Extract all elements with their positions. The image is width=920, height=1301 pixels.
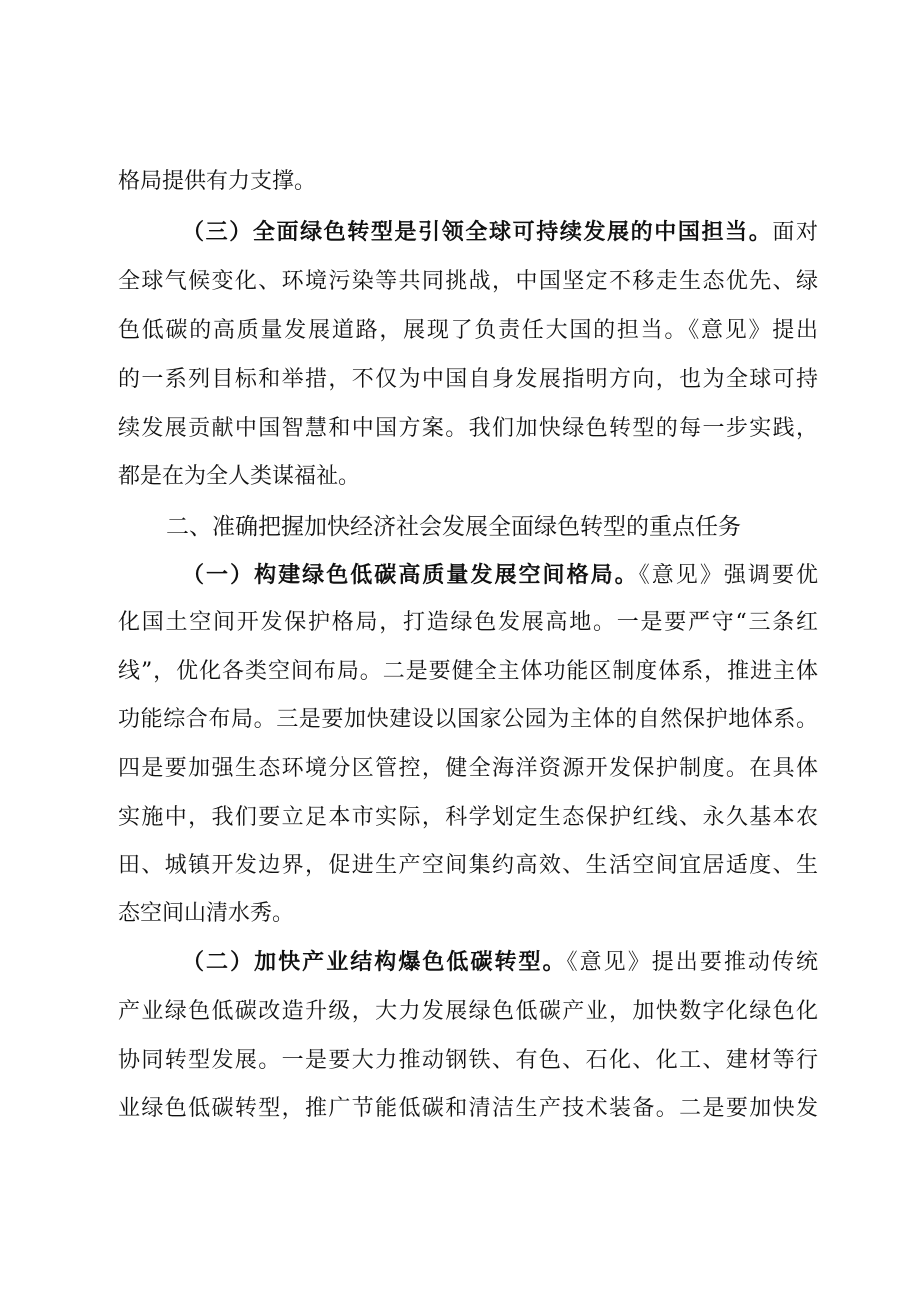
text-line-5: 的一系列目标和举措，不仅为中国自身发展指明方向，也为全球可持 xyxy=(118,367,818,392)
subsection-1-heading-line xyxy=(182,561,818,591)
text-line-14: 实施中，我们要立足本市实际，科学划定生态保护红线、永久基本农 xyxy=(118,805,818,830)
section-3-lead: （三）全面绿色转型是引领全球可持续发展的中国担当。 xyxy=(182,220,773,245)
text-line-19: 协同转型发展。一是要大力推动钢铁、有色、石化、化工、建材等行 xyxy=(118,1048,818,1073)
section-3-heading-line xyxy=(182,218,818,248)
text-line-15: 田、城镇开发边界，促进生产空间集约高效、生活空间宜居适度、生 xyxy=(118,853,818,878)
text-line-7: 都是在为全人类谋福祉。 xyxy=(118,464,361,489)
text-line-3: 全球气候变化、环境污染等共同挑战，中国坚定不移走生态优先、绿 xyxy=(118,269,818,294)
text-line-4: 色低碳的高质量发展道路，展现了负责任大国的担当。《意见》提出 xyxy=(118,318,818,343)
subsection-2-heading-line xyxy=(182,948,818,978)
text-line-18: 产业绿色低碳改造升级，大力发展绿色低碳产业，加快数字化绿色化 xyxy=(118,999,818,1024)
text-line-20: 业绿色低碳转型，推广节能低碳和清洁生产技术装备。二是要加快发 xyxy=(118,1096,818,1121)
subsection-1-lead: （一）构建绿色低碳高质量发展空间格局。 xyxy=(182,563,639,588)
text-line-10: 化国土空间开发保护格局，打造绿色发展高地。一是要严守“三条红 xyxy=(118,610,818,635)
text-line-1: 格局提供有力支撑。 xyxy=(118,169,317,194)
text-line-11: 线”，优化各类空间布局。二是要健全主体功能区制度体系，推进主体 xyxy=(118,659,818,684)
text-line-13: 四是要加强生态环境分区管控，健全海洋资源开发保护制度。在具体 xyxy=(118,756,818,781)
section-heading-2: 二、准确把握加快经济社会发展全面绿色转型的重点任务 xyxy=(166,514,741,540)
subsection-2-lead: （二）加快产业结构爆色低碳转型。 xyxy=(182,950,567,975)
text-line-16: 态空间山清水秀。 xyxy=(118,901,295,926)
subsection-2-rest: 《意见》提出要推动传统 xyxy=(566,950,818,975)
section-3-rest: 面对 xyxy=(772,220,818,245)
text-line-6: 续发展贡献中国智慧和中国方案。我们加快绿色转型的每一步实践， xyxy=(118,416,818,441)
subsection-1-rest: 《意见》强调要优 xyxy=(638,563,818,588)
text-line-12: 功能综合布局。三是要加快建设以国家公园为主体的自然保护地体系。 xyxy=(118,707,818,732)
